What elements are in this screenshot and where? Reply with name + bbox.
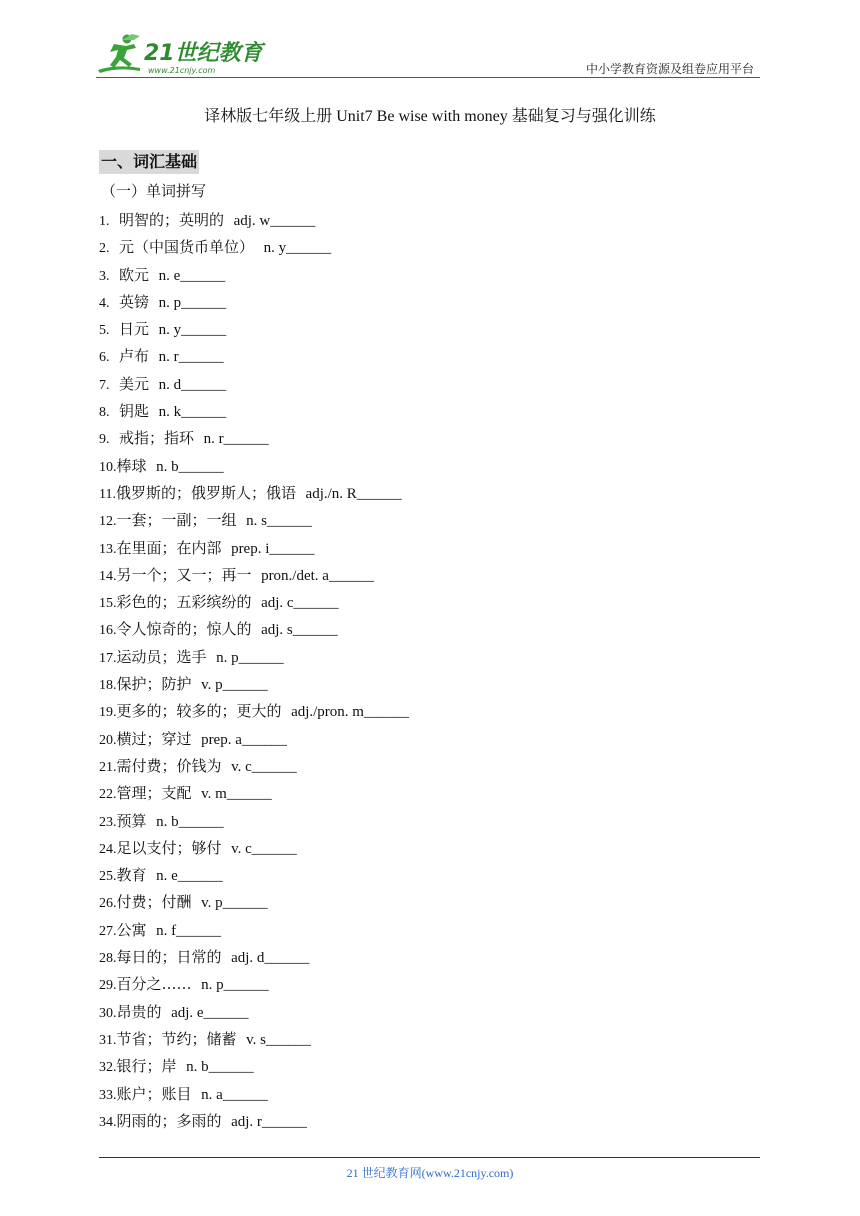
item-blank[interactable]: n. e______	[158, 267, 226, 284]
site-logo	[96, 30, 266, 78]
item-chinese: 需付费；价钱为	[116, 756, 222, 775]
item-number: 13.	[99, 541, 117, 557]
item-blank[interactable]: n. r______	[203, 431, 269, 448]
list-item	[99, 862, 699, 889]
list-item	[99, 671, 699, 698]
item-number: 34.	[99, 1114, 117, 1130]
svg-text:21世纪教育: 21世纪教育	[144, 41, 263, 66]
item-chinese: 英镑	[119, 292, 150, 311]
list-item	[99, 971, 699, 998]
item-blank[interactable]: n. b______	[156, 458, 224, 475]
list-item	[99, 316, 699, 343]
list-item	[99, 808, 699, 835]
item-chinese: 一套；一副；一组	[116, 511, 237, 530]
item-blank[interactable]: v. p______	[201, 895, 268, 912]
item-number: 24.	[99, 841, 117, 857]
item-number: 30.	[99, 1005, 117, 1021]
item-blank[interactable]: n. f______	[156, 922, 222, 939]
item-number: 1.	[99, 214, 110, 229]
item-chinese: 公寓	[116, 920, 147, 939]
item-chinese: 付费；付酬	[116, 893, 192, 912]
item-blank[interactable]: n. e______	[156, 868, 223, 885]
item-chinese: 令人惊奇的；惊人的	[116, 620, 252, 639]
item-chinese: 运动员；选手	[116, 647, 207, 666]
item-number: 4.	[99, 295, 110, 311]
list-item	[99, 535, 699, 562]
list-item	[99, 589, 699, 616]
item-number: 10.	[99, 459, 117, 475]
item-chinese: 卢布	[119, 347, 150, 366]
list-item	[99, 944, 699, 971]
item-blank[interactable]: n. b______	[186, 1059, 254, 1076]
list-item	[99, 371, 699, 398]
item-blank[interactable]: adj./n. R______	[305, 485, 402, 502]
item-chinese: 在里面；在内部	[116, 538, 222, 557]
list-item	[99, 753, 699, 780]
item-blank[interactable]: v. c______	[231, 840, 297, 857]
item-chinese: 戒指；指环	[119, 429, 195, 448]
list-item	[99, 207, 699, 234]
item-blank[interactable]: adj./pron. m______	[291, 704, 409, 721]
item-blank[interactable]: n. r______	[158, 349, 224, 366]
item-chinese: 预算	[116, 811, 147, 830]
word-list	[99, 207, 699, 1135]
item-blank[interactable]: n. d______	[158, 376, 227, 393]
item-chinese: 彩色的；五彩缤纷的	[116, 593, 252, 612]
item-number: 8.	[99, 405, 110, 421]
list-item	[99, 398, 699, 425]
header-divider	[96, 77, 760, 78]
item-number: 23.	[99, 814, 117, 830]
item-blank[interactable]: adj. r______	[231, 1113, 307, 1130]
item-number: 14.	[99, 568, 117, 584]
list-item	[99, 1081, 699, 1108]
item-number: 5.	[99, 323, 110, 339]
item-number: 12.	[99, 514, 117, 530]
item-chinese: 银行；岸	[116, 1057, 177, 1076]
item-number: 20.	[99, 732, 117, 748]
item-number: 18.	[99, 678, 117, 694]
list-item	[99, 425, 699, 452]
list-item	[99, 562, 699, 589]
list-item	[99, 616, 699, 643]
item-blank[interactable]: n. k______	[158, 404, 227, 421]
list-item	[99, 917, 699, 944]
item-number: 6.	[99, 350, 110, 366]
item-chinese: 足以支付；够付	[116, 838, 222, 857]
item-chinese: 百分之……	[116, 975, 192, 994]
item-number: 15.	[99, 596, 117, 612]
item-blank[interactable]: v. s______	[246, 1031, 311, 1048]
item-number: 19.	[99, 705, 117, 721]
item-blank[interactable]: adj. d______	[231, 950, 310, 967]
list-item	[99, 453, 699, 480]
item-number: 33.	[99, 1087, 117, 1103]
list-item	[99, 1026, 699, 1053]
item-chinese: 更多的；较多的；更大的	[116, 702, 282, 721]
item-blank[interactable]: v. c______	[231, 758, 297, 775]
item-blank[interactable]: n. a______	[201, 1086, 268, 1103]
item-blank[interactable]: adj. w______	[233, 213, 316, 229]
item-number: 26.	[99, 896, 117, 912]
item-chinese: 欧元	[119, 265, 150, 284]
item-number: 9.	[99, 432, 110, 448]
item-chinese: 另一个；又一；再一	[116, 565, 252, 584]
item-blank[interactable]: n. y______	[263, 240, 332, 257]
item-chinese: 日元	[119, 320, 150, 339]
item-blank[interactable]: v. m______	[201, 786, 272, 803]
item-blank[interactable]: adj. s______	[261, 622, 338, 639]
item-blank[interactable]: prep. i______	[231, 540, 315, 557]
item-chinese: 棒球	[116, 456, 147, 475]
item-blank[interactable]: pron./det. a______	[261, 567, 374, 584]
item-blank[interactable]: n. y______	[158, 322, 227, 339]
item-blank[interactable]: n. b______	[156, 813, 224, 830]
item-chinese: 钥匙	[119, 402, 150, 421]
list-item	[99, 289, 699, 316]
list-item	[99, 726, 699, 753]
item-chinese: 账户；账目	[116, 1084, 192, 1103]
section-heading: 一、词汇基础	[99, 150, 199, 174]
item-chinese: 元（中国货币单位）	[119, 238, 255, 257]
list-item	[99, 1108, 699, 1135]
item-chinese: 横过；穿过	[116, 729, 192, 748]
document-title: 译林版七年级上册 Unit7 Be wise with money 基础复习与强化训练	[204, 108, 656, 125]
footer-link[interactable]: 21 世纪教育网(www.21cnjy.com)	[346, 1166, 514, 1180]
item-blank[interactable]: prep. a______	[201, 731, 287, 748]
item-blank[interactable]: adj. e______	[171, 1004, 249, 1021]
list-item	[99, 889, 699, 916]
item-chinese: 管理；支配	[116, 784, 192, 803]
item-number: 11.	[99, 486, 116, 502]
page-header	[96, 30, 760, 78]
item-chinese: 昂贵的	[116, 1002, 162, 1021]
item-blank[interactable]: n. p______	[158, 294, 227, 311]
item-number: 29.	[99, 978, 117, 994]
item-chinese: 美元	[119, 374, 150, 393]
list-item	[99, 644, 699, 671]
item-blank[interactable]: n. p______	[216, 649, 284, 666]
svg-text:www.21cnjy.com: www.21cnjy.com	[148, 66, 216, 75]
item-chinese: 阴雨的；多雨的	[116, 1111, 222, 1130]
item-chinese: 节省；节约；储蓄	[116, 1029, 237, 1048]
platform-tagline: 中小学教育资源及组卷应用平台	[585, 62, 754, 76]
item-blank[interactable]: adj. c______	[261, 595, 339, 612]
list-item	[99, 1053, 699, 1080]
list-item	[99, 343, 699, 370]
item-number: 22.	[99, 787, 117, 803]
item-number: 7.	[99, 377, 110, 393]
item-number: 27.	[99, 923, 117, 939]
item-number: 28.	[99, 951, 117, 967]
list-item	[99, 262, 699, 289]
item-chinese: 每日的；日常的	[116, 948, 222, 967]
list-item	[99, 234, 699, 261]
item-blank[interactable]: v. p______	[201, 677, 268, 694]
list-item	[99, 999, 699, 1026]
footer-divider	[99, 1157, 760, 1158]
item-number: 21.	[99, 759, 117, 775]
item-number: 16.	[99, 623, 117, 639]
item-number: 25.	[99, 869, 117, 885]
item-number: 31.	[99, 1032, 117, 1048]
item-number: 17.	[99, 650, 117, 666]
item-chinese: 教育	[116, 866, 147, 885]
subsection-heading: （一）单词拼写	[101, 182, 207, 200]
list-item	[99, 507, 699, 534]
item-blank[interactable]: n. p______	[201, 977, 269, 994]
list-item	[99, 835, 699, 862]
item-blank[interactable]: n. s______	[246, 513, 312, 530]
item-number: 3.	[99, 268, 110, 284]
item-chinese: 俄罗斯的；俄罗斯人；俄语	[115, 483, 296, 502]
item-chinese: 明智的；英明的	[119, 211, 225, 229]
item-number: 2.	[99, 241, 110, 257]
item-chinese: 保护；防护	[116, 675, 192, 694]
list-item	[99, 480, 699, 507]
item-number: 32.	[99, 1060, 117, 1076]
list-item	[99, 780, 699, 807]
list-item	[99, 698, 699, 725]
